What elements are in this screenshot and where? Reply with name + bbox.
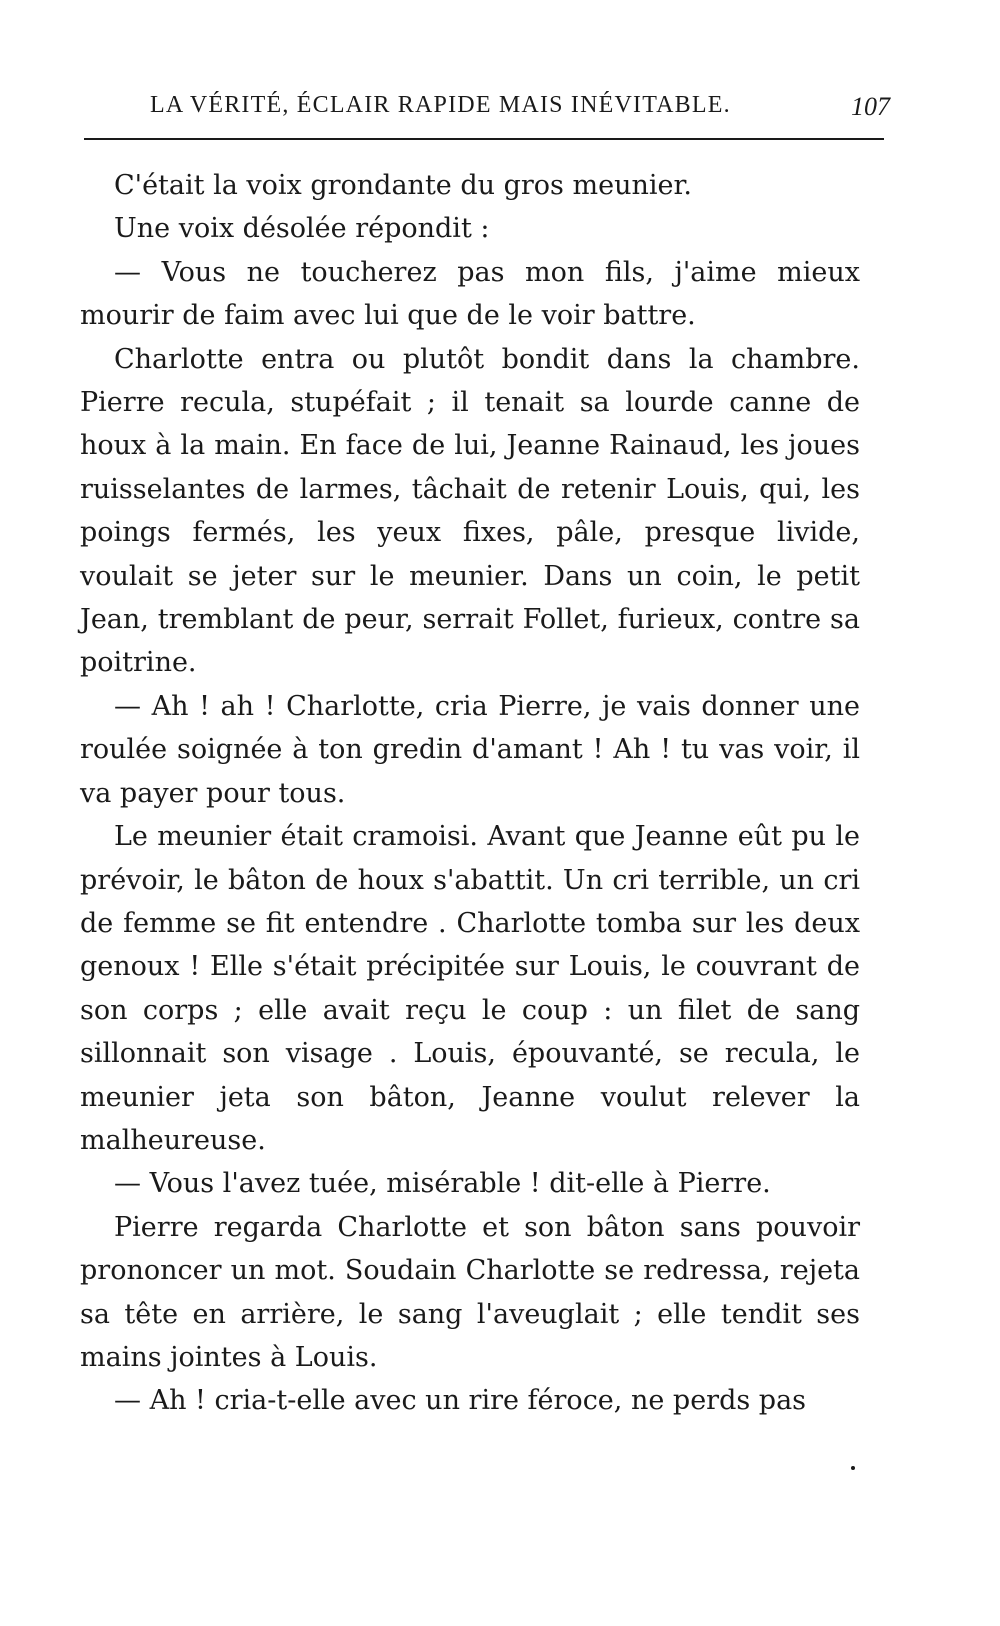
- paragraph: — Ah ! ah ! Charlotte, cria Pierre, je vais donner une roulée soignée à ton gredin d'amant ! Ah ! tu vas voir, il va payer pour tous.: [80, 690, 860, 809]
- page-number: 107: [851, 92, 890, 121]
- body-text: [80, 164, 860, 1423]
- paragraph: — Ah ! cria-t-elle avec un rire féroce, ne perds pas: [114, 1385, 807, 1417]
- paragraph: C'était la voix grondante du gros meunier.: [114, 170, 692, 201]
- page-header: [150, 92, 890, 126]
- paragraph: Le meunier était cramoisi. Avant que Jeanne eût pu le prévoir, le bâton de houx s'abattit. Un cri terrible, un cri de femme se fit entendre . Charlotte tomba sur les deux genoux ! Elle s'était précipitée sur Louis, le couvrant de son corps ; elle avait reçu le coup : un filet de sang sillonnait son visage . Louis, épouvanté, se recula, le meunier jeta son bâton, Jeanne voulut relever la malheureuse.: [80, 821, 860, 1156]
- paragraph: — Vous ne toucherez pas mon fils, j'aime mieux mourir de faim avec lui que de le voir battre.: [80, 256, 860, 332]
- running-title: LA VÉRITÉ, ÉCLAIR RAPIDE MAIS INÉVITABLE.: [150, 92, 731, 118]
- paragraph: Charlotte entra ou plutôt bondit dans la chambre. Pierre recula, stupéfait ; il tenait sa lourde canne de houx à la main. En face de lui, Jeanne Rainaud, les joues ruisselantes de larmes, tâchait de retenir Louis, qui, les poings fermés, les yeux fixes, pâle, presque livide, voulait se jeter sur le meunier. Dans un coin, le petit Jean, tremblant de peur, serrait Follet, furieux, contre sa poitrine.: [80, 343, 860, 679]
- paragraph: Une voix désolée répondit :: [114, 213, 490, 245]
- paragraph: — Vous l'avez tuée, misérable ! dit-elle à Pierre.: [114, 1168, 771, 1200]
- header-rule: [84, 138, 884, 140]
- print-speck: [851, 1466, 855, 1470]
- paragraph: Pierre regarda Charlotte et son bâton sans pouvoir prononcer un mot. Soudain Charlotte se redressa, rejeta sa tête en arrière, le sang l'aveuglait ; elle tendit ses mains jointes à Louis.: [80, 1211, 860, 1373]
